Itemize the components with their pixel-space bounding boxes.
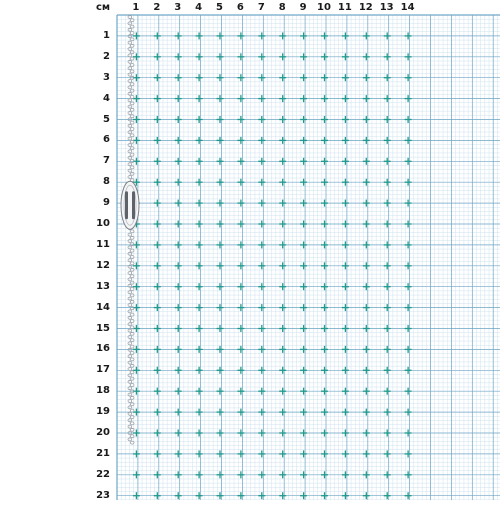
- row-label: 16: [96, 343, 110, 355]
- column-label: 2: [153, 2, 161, 13]
- row-label: 19: [96, 406, 110, 418]
- column-label: 10: [317, 2, 331, 13]
- row-label: 4: [103, 92, 110, 104]
- column-label: 1: [132, 2, 140, 13]
- row-label: 10: [96, 218, 110, 229]
- column-label: 14: [400, 2, 415, 13]
- row-label: 2: [103, 50, 110, 62]
- row-label: 15: [96, 322, 110, 334]
- row-label: 18: [96, 385, 110, 397]
- column-label: 7: [257, 2, 265, 13]
- chain-clasp: [121, 181, 139, 229]
- column-label: 3: [174, 2, 182, 13]
- column-label: 4: [195, 2, 203, 13]
- row-label: 20: [96, 427, 110, 438]
- row-label: 14: [96, 301, 110, 313]
- row-label: 22: [96, 468, 110, 480]
- row-label: 6: [103, 134, 110, 146]
- column-label: 8: [278, 2, 286, 13]
- column-label: 13: [379, 2, 394, 13]
- row-label: 9: [103, 197, 110, 209]
- row-label: 21: [96, 447, 110, 459]
- column-label: 9: [299, 2, 307, 13]
- unit-label: см: [96, 2, 111, 13]
- row-label: 7: [103, 155, 110, 167]
- row-label: 17: [96, 364, 110, 376]
- column-label: 11: [337, 2, 352, 13]
- column-label: 6: [236, 2, 244, 13]
- row-label: 11: [96, 238, 110, 250]
- row-label: 5: [103, 113, 110, 125]
- row-label: 23: [96, 489, 110, 501]
- row-label: 13: [96, 280, 110, 292]
- column-label: 12: [358, 2, 373, 13]
- row-label: 8: [103, 176, 110, 188]
- column-label: 5: [216, 2, 223, 13]
- row-label: 1: [103, 29, 110, 41]
- row-label: 12: [96, 259, 110, 271]
- row-label: 3: [103, 71, 110, 83]
